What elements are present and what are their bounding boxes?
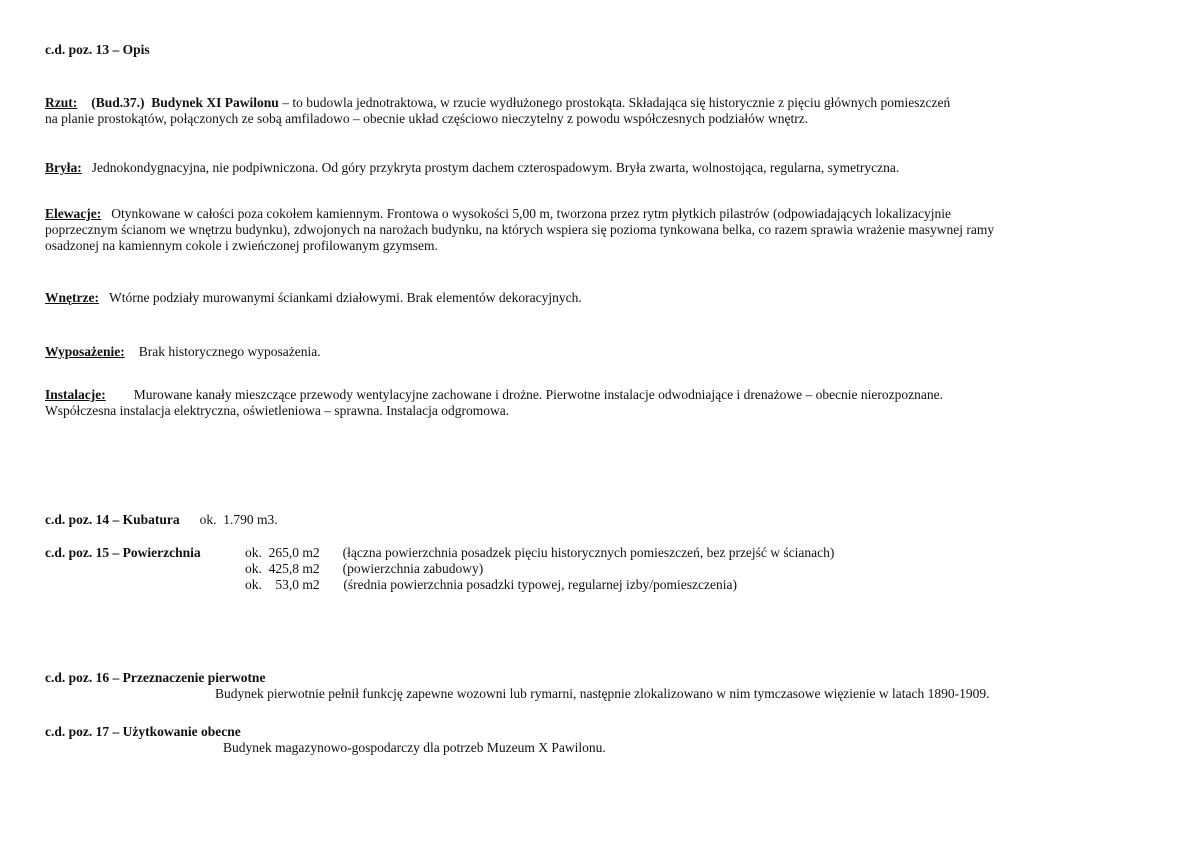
instalacje-line-1 (45, 387, 1140, 403)
area-prefix: ok. (245, 577, 262, 592)
area-row (245, 561, 483, 577)
area-value: 265,0 m2 (268, 545, 320, 560)
rzut-building-name: Budynek XI Pawilonu (151, 95, 279, 110)
pos16-text: Budynek pierwotnie pełnił funkcję zapewne wozowni lub rymarni, następnie zlokalizowano w nim tymczasowe więzienie w latach 1890-1909. (215, 686, 990, 701)
elewacje-line-3: osadzonej na kamiennym cokole i zwieńczonej profilowanym gzymsem. (45, 238, 438, 253)
rzut-line-1 (45, 95, 1140, 111)
wyposazenie-section (45, 344, 1140, 360)
pos15-label: c.d. poz. 15 – Powierzchnia (45, 545, 201, 560)
area-note: (łączna powierzchnia posadzek pięciu historycznych pomieszczeń, bez przejść w ścianach) (342, 545, 835, 560)
section-heading-pos13: c.d. poz. 13 – Opis (45, 42, 150, 57)
instalacje-text-1: Murowane kanały mieszczące przewody wentylacyjne zachowane i drożne. Pierwotne instalacje odwodniające i drenażowe – obecnie nierozpoznane. (133, 387, 944, 402)
elewacje-label: Elewacje: (45, 206, 102, 221)
area-row (245, 577, 737, 593)
pos16-label: c.d. poz. 16 – Przeznaczenie pierwotne (45, 670, 266, 685)
area-prefix: ok. (245, 545, 262, 560)
elewacje-section (45, 206, 1140, 254)
rzut-text-1: – to budowla jednotraktowa, w rzucie wydłużonego prostokąta. Składająca się historycznie z pięciu głównych pomieszczeń (278, 95, 951, 110)
elewacje-line-2: poprzecznym ścianom we wnętrzu budynku), zdwojonych na narożach budynku, na których wspiera się pozioma tynkowana belka, co razem sprawia wrażenie masywnej ramy (45, 222, 995, 237)
rzut-section (45, 95, 1140, 127)
bryla-text: Jednokondygnacyjna, nie podpiwniczona. Od góry przykryta prostym dachem czterospadowym. Bryła zwarta, wolnostojąca, regularna, symetryczna. (91, 160, 900, 175)
elewacje-line-1 (45, 206, 1140, 222)
pos14-value: ok. 1.790 m3. (199, 512, 278, 527)
wyposazenie-label: Wyposażenie: (45, 344, 125, 359)
area-prefix: ok. (245, 561, 262, 576)
wyposazenie-text: Brak historycznego wyposażenia. (138, 344, 321, 359)
pos14-label: c.d. poz. 14 – Kubatura (45, 512, 180, 527)
pos16-section (45, 670, 1140, 702)
instalacje-section (45, 387, 1140, 419)
rzut-line-2: na planie prostokątów, połączonych ze sobą amfiladowo – obecnie układ częściowo nieczytelny z powodu współczesnych podziałów wnętrz. (45, 111, 809, 126)
pos17-section (45, 724, 1140, 756)
pos14-section (45, 512, 1140, 528)
area-row (245, 545, 834, 561)
pos17-label: c.d. poz. 17 – Użytkowanie obecne (45, 724, 241, 739)
rzut-building-id: (Bud.37.) (91, 95, 145, 110)
bryla-section (45, 160, 1140, 176)
wnetrze-section (45, 290, 1140, 306)
area-value: 53,0 m2 (275, 577, 320, 592)
elewacje-text-1: Otynkowane w całości poza cokołem kamiennym. Frontowa o wysokości 5,00 m, tworzona przez rytm płytkich pilastrów (odpowiadających lokalizacyjnie (111, 206, 952, 221)
area-note: (średnia powierzchnia posadzki typowej, regularnej izby/pomieszczenia) (343, 577, 737, 592)
wnetrze-label: Wnętrze: (45, 290, 99, 305)
pos17-text: Budynek magazynowo-gospodarczy dla potrzeb Muzeum X Pawilonu. (223, 740, 606, 755)
instalacje-line-2: Współczesna instalacja elektryczna, oświetleniowa – sprawna. Instalacja odgromowa. (45, 403, 510, 418)
instalacje-label: Instalacje: (45, 387, 106, 402)
bryla-label: Bryła: (45, 160, 82, 175)
rzut-label: Rzut: (45, 95, 78, 110)
area-note: (powierzchnia zabudowy) (342, 561, 484, 576)
area-value: 425,8 m2 (268, 561, 320, 576)
wnetrze-text: Wtórne podziały murowanymi ściankami działowymi. Brak elementów dekoracyjnych. (108, 290, 582, 305)
